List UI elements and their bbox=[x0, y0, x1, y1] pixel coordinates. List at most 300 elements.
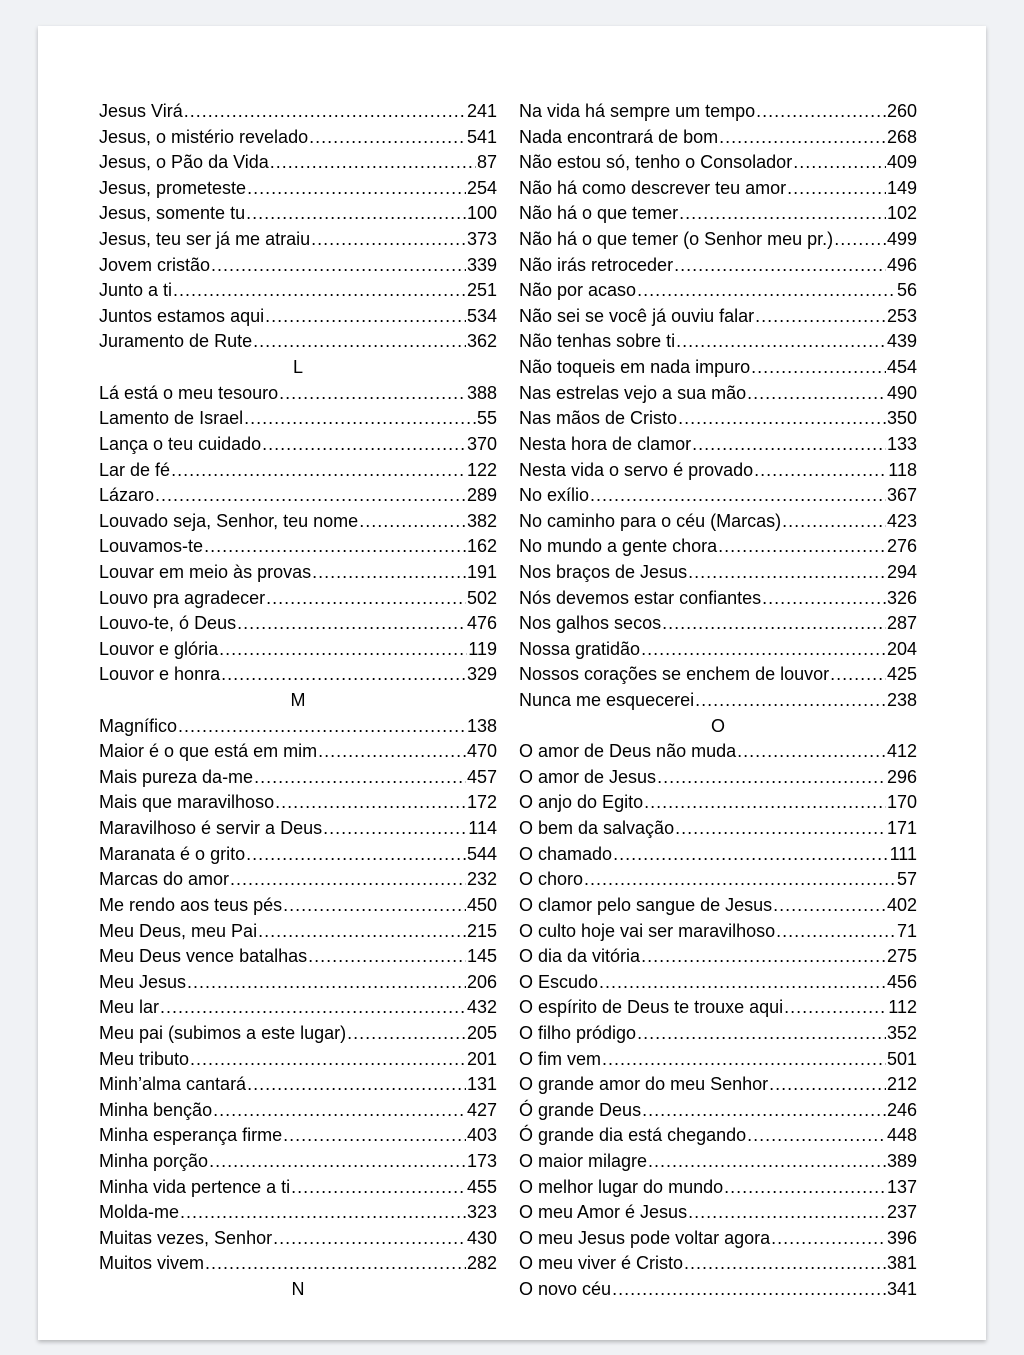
entry-page-number: 87 bbox=[476, 152, 497, 173]
index-entry bbox=[519, 381, 917, 407]
index-entry bbox=[99, 662, 497, 688]
entry-page-number: 171 bbox=[886, 818, 917, 839]
dot-leader bbox=[776, 919, 896, 945]
dot-leader bbox=[782, 509, 886, 535]
entry-page-number: 238 bbox=[886, 690, 917, 711]
index-entry bbox=[519, 1098, 917, 1124]
entry-title: Meu Deus, meu Pai bbox=[99, 920, 258, 941]
entry-page-number: 232 bbox=[466, 869, 497, 890]
index-entry bbox=[519, 355, 917, 381]
index-entry bbox=[519, 790, 917, 816]
entry-title: O meu Jesus pode voltar agora bbox=[519, 1227, 771, 1248]
entry-title: Magnífico bbox=[99, 715, 178, 736]
entry-page-number: 388 bbox=[466, 382, 497, 403]
dot-leader bbox=[684, 1251, 886, 1277]
dot-leader bbox=[724, 1175, 886, 1201]
entry-title: No mundo a gente chora bbox=[519, 536, 718, 557]
index-entry bbox=[519, 637, 917, 663]
entry-title: Não tenhas sobre ti bbox=[519, 331, 676, 352]
dot-leader bbox=[688, 560, 886, 586]
entry-page-number: 455 bbox=[466, 1176, 497, 1197]
entry-page-number: 329 bbox=[466, 664, 497, 685]
dot-leader bbox=[674, 253, 886, 279]
section-letter-heading: O bbox=[710, 715, 725, 736]
entry-page-number: 268 bbox=[886, 126, 917, 147]
entry-title: O clamor pelo sangue de Jesus bbox=[519, 894, 773, 915]
entry-page-number: 118 bbox=[888, 459, 917, 480]
entry-title: Lá está o meu tesouro bbox=[99, 382, 279, 403]
dot-leader bbox=[237, 611, 466, 637]
entry-page-number: 251 bbox=[466, 280, 497, 301]
dot-leader bbox=[155, 483, 466, 509]
index-entry bbox=[99, 1200, 497, 1226]
dot-leader bbox=[318, 739, 466, 765]
entry-page-number: 323 bbox=[466, 1202, 497, 1223]
entry-page-number: 241 bbox=[466, 101, 497, 121]
dot-leader bbox=[756, 99, 886, 125]
dot-leader bbox=[246, 842, 466, 868]
entry-title: Não por acaso bbox=[519, 280, 637, 301]
dot-leader bbox=[737, 739, 886, 765]
entry-page-number: 191 bbox=[466, 561, 497, 582]
entry-title: Não irás retroceder bbox=[519, 254, 674, 275]
dot-leader bbox=[787, 176, 886, 202]
index-entry bbox=[99, 765, 497, 791]
entry-page-number: 276 bbox=[886, 536, 917, 557]
dot-leader bbox=[323, 816, 467, 842]
entry-title: Não há como descrever teu amor bbox=[519, 177, 787, 198]
index-entry bbox=[99, 842, 497, 868]
dot-leader bbox=[584, 867, 896, 893]
index-entry bbox=[99, 1175, 497, 1201]
dot-leader bbox=[793, 150, 886, 176]
dot-leader bbox=[171, 458, 466, 484]
entry-page-number: 170 bbox=[886, 792, 917, 813]
entry-title: O meu Amor é Jesus bbox=[519, 1202, 688, 1223]
entry-page-number: 448 bbox=[886, 1125, 917, 1146]
index-entry bbox=[99, 1251, 497, 1277]
dot-leader bbox=[642, 1098, 886, 1124]
entry-title: O Escudo bbox=[519, 971, 599, 992]
entry-page-number: 476 bbox=[466, 613, 497, 634]
entry-page-number: 490 bbox=[886, 382, 917, 403]
entry-title: O culto hoje vai ser maravilhoso bbox=[519, 920, 776, 941]
entry-page-number: 496 bbox=[886, 254, 917, 275]
index-entry bbox=[99, 125, 497, 151]
dot-leader bbox=[178, 714, 466, 740]
dot-leader bbox=[283, 1123, 466, 1149]
dot-leader bbox=[762, 586, 886, 612]
entry-page-number: 456 bbox=[886, 971, 917, 992]
index-entry bbox=[519, 1277, 917, 1303]
entry-page-number: 71 bbox=[896, 920, 917, 941]
index-entry bbox=[99, 99, 497, 125]
entry-page-number: 373 bbox=[466, 229, 497, 250]
index-entry bbox=[99, 637, 497, 663]
entry-page-number: 201 bbox=[466, 1048, 497, 1069]
entry-page-number: 215 bbox=[466, 920, 497, 941]
index-entry bbox=[519, 176, 917, 202]
dot-leader bbox=[359, 509, 466, 535]
index-entry bbox=[99, 1021, 497, 1047]
entry-page-number: 100 bbox=[466, 203, 497, 224]
dot-leader bbox=[273, 1226, 466, 1252]
dot-leader bbox=[213, 1098, 466, 1124]
dot-leader bbox=[751, 355, 886, 381]
dot-leader bbox=[347, 1021, 466, 1047]
entry-page-number: 254 bbox=[466, 177, 497, 198]
entry-page-number: 457 bbox=[466, 766, 497, 787]
index-entry bbox=[99, 790, 497, 816]
entry-page-number: 339 bbox=[466, 254, 497, 275]
index-entry bbox=[519, 970, 917, 996]
index-entry bbox=[99, 944, 497, 970]
entry-page-number: 133 bbox=[886, 433, 917, 454]
entry-title: O meu viver é Cristo bbox=[519, 1253, 684, 1274]
index-entry bbox=[99, 176, 497, 202]
dot-leader bbox=[211, 253, 466, 279]
entry-title: Minh’alma cantará bbox=[99, 1074, 247, 1095]
entry-title: Mais que maravilhoso bbox=[99, 792, 275, 813]
index-entry bbox=[99, 1123, 497, 1149]
entry-title: Não estou só, tenho o Consolador bbox=[519, 152, 793, 173]
entry-title: Ó grande dia está chegando bbox=[519, 1125, 747, 1146]
entry-page-number: 389 bbox=[886, 1150, 917, 1171]
entry-page-number: 470 bbox=[466, 741, 497, 762]
entry-page-number: 237 bbox=[886, 1202, 917, 1223]
entry-title: O dia da vitória bbox=[519, 946, 641, 967]
entry-page-number: 396 bbox=[886, 1227, 917, 1248]
dot-leader bbox=[648, 1149, 886, 1175]
entry-title: Nós devemos estar confiantes bbox=[519, 587, 762, 608]
entry-page-number: 425 bbox=[886, 664, 917, 685]
entry-title: Juntos estamos aqui bbox=[99, 305, 265, 326]
index-entry bbox=[519, 1149, 917, 1175]
index-entry bbox=[519, 1072, 917, 1098]
index-entry bbox=[519, 458, 917, 484]
index-entry bbox=[519, 99, 917, 125]
entry-page-number: 172 bbox=[466, 792, 497, 813]
index-entry bbox=[99, 816, 497, 842]
dot-leader bbox=[657, 765, 886, 791]
dot-leader bbox=[265, 304, 466, 330]
dot-leader bbox=[747, 1123, 886, 1149]
entry-title: Nos galhos secos bbox=[519, 613, 662, 634]
index-entry bbox=[519, 432, 917, 458]
entry-page-number: 260 bbox=[886, 101, 917, 121]
dot-leader bbox=[258, 919, 466, 945]
entry-title: O espírito de Deus te trouxe aqui bbox=[519, 997, 784, 1018]
dot-leader bbox=[230, 867, 466, 893]
entry-page-number: 162 bbox=[466, 536, 497, 557]
index-entry bbox=[99, 432, 497, 458]
dot-leader bbox=[695, 688, 886, 714]
index-entry bbox=[519, 1123, 917, 1149]
entry-title: Muitas vezes, Senhor bbox=[99, 1227, 273, 1248]
dot-leader bbox=[253, 329, 466, 355]
dot-leader bbox=[160, 995, 466, 1021]
dot-leader bbox=[204, 534, 466, 560]
entry-page-number: 212 bbox=[886, 1074, 917, 1095]
index-entry bbox=[519, 227, 917, 253]
index-entry bbox=[519, 201, 917, 227]
dot-leader bbox=[275, 790, 466, 816]
dot-leader bbox=[747, 381, 886, 407]
entry-title: Juramento de Rute bbox=[99, 331, 253, 352]
entry-page-number: 275 bbox=[886, 946, 917, 967]
entry-title: Jesus, o mistério revelado bbox=[99, 126, 309, 147]
entry-title: O anjo do Egito bbox=[519, 792, 644, 813]
index-entry bbox=[519, 739, 917, 765]
dot-leader bbox=[662, 611, 886, 637]
index-entry bbox=[519, 1251, 917, 1277]
index-column-left bbox=[99, 99, 497, 1303]
entry-title: Jesus, teu ser já me atraiu bbox=[99, 229, 311, 250]
entry-page-number: 173 bbox=[466, 1150, 497, 1171]
dot-leader bbox=[771, 1226, 886, 1252]
index-entry bbox=[519, 278, 917, 304]
index-entry bbox=[99, 534, 497, 560]
entry-title: Meu Deus vence batalhas bbox=[99, 946, 308, 967]
entry-title: Meu tributo bbox=[99, 1048, 190, 1069]
dot-leader bbox=[279, 381, 466, 407]
entry-page-number: 57 bbox=[896, 869, 917, 890]
entry-title: Minha esperança firme bbox=[99, 1125, 283, 1146]
index-entry bbox=[519, 534, 917, 560]
index-entry bbox=[99, 329, 497, 355]
entry-title: O maior milagre bbox=[519, 1150, 648, 1171]
index-column-right bbox=[519, 99, 917, 1303]
entry-title: Meu Jesus bbox=[99, 971, 187, 992]
dot-leader bbox=[291, 1175, 466, 1201]
entry-page-number: 352 bbox=[886, 1022, 917, 1043]
index-entry bbox=[99, 1047, 497, 1073]
entry-title: Lança o teu cuidado bbox=[99, 433, 262, 454]
entry-title: Jesus, o Pão da Vida bbox=[99, 152, 269, 173]
entry-title: Nas mãos de Cristo bbox=[519, 408, 678, 429]
dot-leader bbox=[283, 893, 466, 919]
index-entry bbox=[519, 586, 917, 612]
index-entry bbox=[99, 458, 497, 484]
index-entry bbox=[99, 483, 497, 509]
entry-page-number: 403 bbox=[466, 1125, 497, 1146]
entry-page-number: 382 bbox=[466, 510, 497, 531]
section-letter-heading: M bbox=[290, 690, 306, 711]
dot-leader bbox=[184, 99, 466, 125]
index-entry bbox=[99, 714, 497, 740]
entry-page-number: 427 bbox=[466, 1099, 497, 1120]
entry-page-number: 423 bbox=[886, 510, 917, 531]
entry-page-number: 430 bbox=[466, 1227, 497, 1248]
dot-leader bbox=[219, 637, 467, 663]
entry-page-number: 253 bbox=[886, 305, 917, 326]
dot-leader bbox=[266, 586, 466, 612]
index-entry bbox=[519, 919, 917, 945]
dot-leader bbox=[675, 816, 886, 842]
entry-title: Maravilhoso é servir a Deus bbox=[99, 818, 323, 839]
index-entry bbox=[99, 739, 497, 765]
entry-title: Nossos corações se enchem de louvor bbox=[519, 664, 830, 685]
entry-page-number: 381 bbox=[886, 1253, 917, 1274]
dot-leader bbox=[312, 560, 466, 586]
entry-title: Louvar em meio às provas bbox=[99, 561, 312, 582]
entry-title: Minha benção bbox=[99, 1099, 213, 1120]
entry-page-number: 432 bbox=[466, 997, 497, 1018]
index-entry bbox=[519, 304, 917, 330]
index-entry bbox=[519, 995, 917, 1021]
dot-leader bbox=[187, 970, 466, 996]
dot-leader bbox=[270, 150, 476, 176]
index-entry bbox=[519, 688, 917, 714]
index-entry bbox=[519, 611, 917, 637]
dot-leader bbox=[834, 227, 886, 253]
entry-page-number: 439 bbox=[886, 331, 917, 352]
index-entry bbox=[99, 406, 497, 432]
dot-leader bbox=[205, 1251, 466, 1277]
index-entry bbox=[99, 893, 497, 919]
entry-page-number: 501 bbox=[886, 1048, 917, 1069]
index-entry bbox=[519, 1021, 917, 1047]
dot-leader bbox=[676, 329, 886, 355]
entry-page-number: 326 bbox=[886, 587, 917, 608]
section-letter-heading: N bbox=[291, 1279, 305, 1300]
entry-title: Não há o que temer bbox=[519, 203, 679, 224]
entry-page-number: 450 bbox=[466, 894, 497, 915]
entry-page-number: 296 bbox=[886, 766, 917, 787]
dot-leader bbox=[308, 944, 466, 970]
index-entry bbox=[99, 1226, 497, 1252]
entry-title: Meu lar bbox=[99, 997, 160, 1018]
entry-title: Louvamos-te bbox=[99, 536, 204, 557]
index-entry bbox=[519, 406, 917, 432]
entry-title: Nunca me esquecerei bbox=[519, 690, 695, 711]
index-entry bbox=[99, 201, 497, 227]
entry-page-number: 102 bbox=[886, 203, 917, 224]
entry-title: Nada encontrará de bom bbox=[519, 126, 719, 147]
entry-page-number: 206 bbox=[466, 971, 497, 992]
entry-title: Minha porção bbox=[99, 1150, 209, 1171]
dot-leader bbox=[209, 1149, 466, 1175]
entry-title: O chamado bbox=[519, 843, 613, 864]
dot-leader bbox=[173, 278, 466, 304]
entry-title: O filho pródigo bbox=[519, 1022, 637, 1043]
entry-page-number: 138 bbox=[466, 715, 497, 736]
entry-page-number: 149 bbox=[886, 177, 917, 198]
dot-leader bbox=[613, 842, 889, 868]
entry-page-number: 122 bbox=[466, 459, 497, 480]
entry-title: No caminho para o céu (Marcas) bbox=[519, 510, 782, 531]
entry-title: Maranata é o grito bbox=[99, 843, 246, 864]
entry-page-number: 541 bbox=[466, 126, 497, 147]
entry-page-number: 499 bbox=[886, 229, 917, 250]
index-entry bbox=[99, 867, 497, 893]
entry-title: Louvor e glória bbox=[99, 638, 219, 659]
dot-leader bbox=[769, 1072, 886, 1098]
index-entry bbox=[519, 253, 917, 279]
index-entry bbox=[99, 381, 497, 407]
entry-title: O amor de Deus não muda bbox=[519, 741, 737, 762]
entry-title: Louvor e honra bbox=[99, 664, 221, 685]
index-entry bbox=[99, 509, 497, 535]
index-entry bbox=[99, 560, 497, 586]
entry-page-number: 534 bbox=[466, 305, 497, 326]
dot-leader bbox=[641, 637, 886, 663]
index-entry bbox=[99, 995, 497, 1021]
dot-leader bbox=[719, 125, 886, 151]
index-entry bbox=[519, 1226, 917, 1252]
entry-title: Mais pureza da-me bbox=[99, 766, 254, 787]
entry-page-number: 246 bbox=[886, 1099, 917, 1120]
entry-title: Jovem cristão bbox=[99, 254, 211, 275]
entry-page-number: 412 bbox=[886, 741, 917, 762]
entry-title: Jesus, somente tu bbox=[99, 203, 246, 224]
entry-title: Junto a ti bbox=[99, 280, 173, 301]
dot-leader bbox=[644, 790, 886, 816]
index-entry bbox=[519, 150, 917, 176]
entry-title: Nos braços de Jesus bbox=[519, 561, 688, 582]
entry-title: O melhor lugar do mundo bbox=[519, 1176, 724, 1197]
entry-title: Marcas do amor bbox=[99, 869, 230, 890]
index-entry bbox=[519, 125, 917, 151]
index-entry bbox=[519, 1200, 917, 1226]
entry-title: O choro bbox=[519, 869, 584, 890]
dot-leader bbox=[590, 483, 886, 509]
dot-leader bbox=[602, 1047, 886, 1073]
entry-page-number: 111 bbox=[889, 843, 917, 864]
entry-page-number: 119 bbox=[468, 638, 497, 659]
entry-title: Não há o que temer (o Senhor meu pr.) bbox=[519, 229, 834, 250]
index-entry bbox=[519, 867, 917, 893]
dot-leader bbox=[637, 278, 896, 304]
dot-leader bbox=[247, 1072, 466, 1098]
dot-leader bbox=[679, 201, 886, 227]
dot-leader bbox=[190, 1047, 466, 1073]
index-entry bbox=[519, 329, 917, 355]
index-entry bbox=[99, 1149, 497, 1175]
dot-leader bbox=[311, 227, 466, 253]
entry-page-number: 350 bbox=[886, 408, 917, 429]
entry-title: O amor de Jesus bbox=[519, 766, 657, 787]
index-entry bbox=[519, 560, 917, 586]
entry-title: Jesus Virá bbox=[99, 101, 183, 121]
dot-leader bbox=[612, 1277, 886, 1303]
entry-title: Me rendo aos teus pés bbox=[99, 894, 283, 915]
index-entry bbox=[99, 1098, 497, 1124]
entry-title: Molda-me bbox=[99, 1202, 180, 1223]
index-entry bbox=[99, 278, 497, 304]
section-letter-heading: L bbox=[292, 357, 303, 378]
entry-page-number: 137 bbox=[886, 1176, 917, 1197]
dot-leader bbox=[309, 125, 466, 151]
index-entry bbox=[99, 253, 497, 279]
dot-leader bbox=[262, 432, 466, 458]
index-entry bbox=[519, 842, 917, 868]
entry-page-number: 204 bbox=[886, 638, 917, 659]
entry-page-number: 294 bbox=[886, 561, 917, 582]
document-page bbox=[38, 26, 986, 1340]
entry-title: Muitos vivem bbox=[99, 1253, 205, 1274]
index-entry bbox=[99, 150, 497, 176]
dot-leader bbox=[718, 534, 886, 560]
entry-title: Lamento de Israel bbox=[99, 408, 244, 429]
index-entry bbox=[519, 1175, 917, 1201]
dot-leader bbox=[678, 406, 886, 432]
entry-page-number: 112 bbox=[888, 997, 917, 1018]
index-entry bbox=[99, 304, 497, 330]
entry-title: O fim vem bbox=[519, 1048, 602, 1069]
entry-title: Jesus, prometeste bbox=[99, 177, 247, 198]
entry-title: O novo céu bbox=[519, 1279, 612, 1300]
